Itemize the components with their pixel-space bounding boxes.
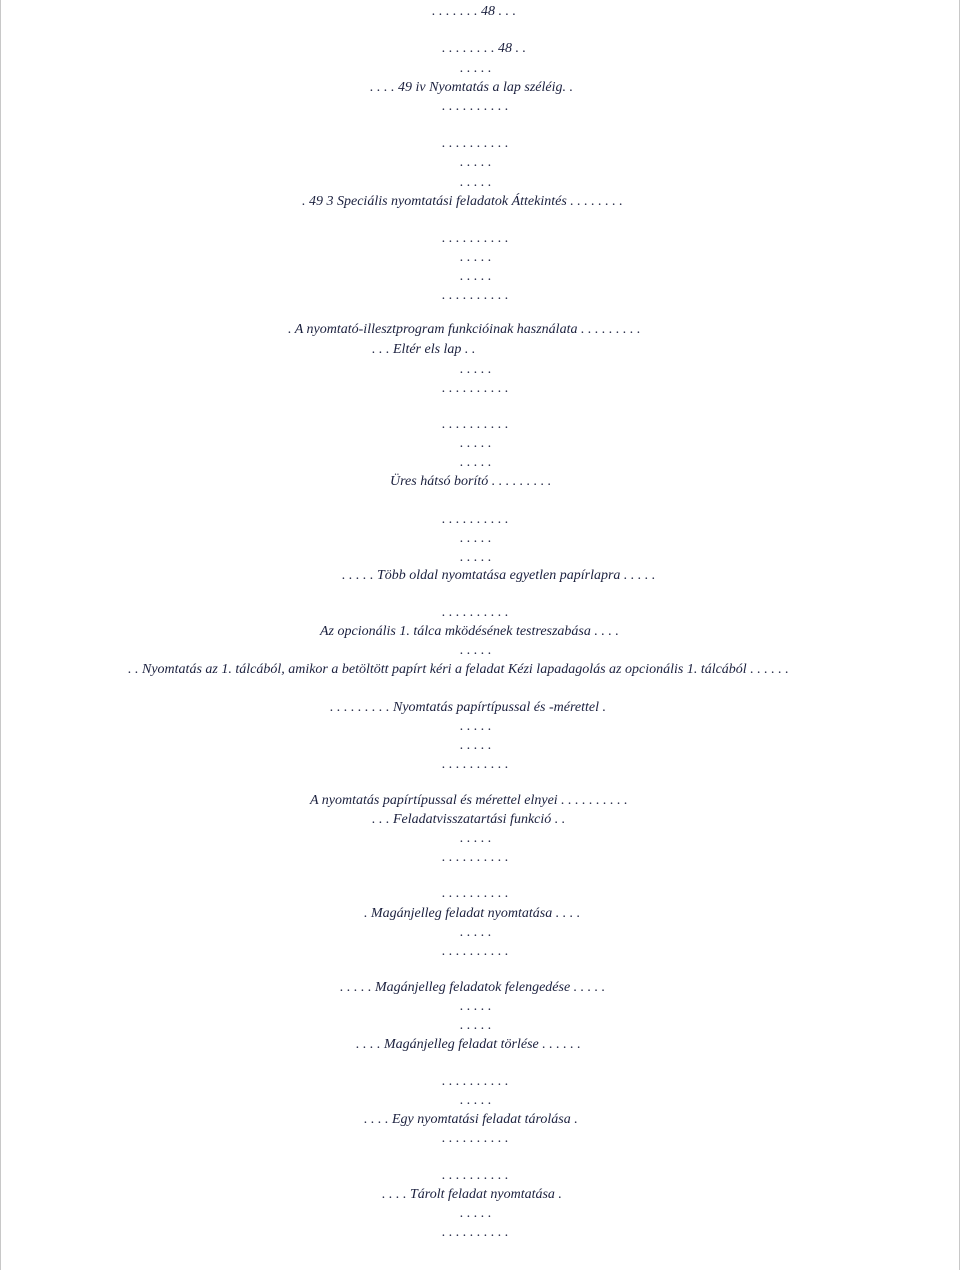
toc-line: . . . . . . . . . . (442, 1074, 509, 1089)
toc-line: . . . . . . . . . . (442, 605, 509, 620)
toc-line: . . Nyomtatás az 1. tálcából, amikor a betöltött papírt kéri a feladat Kézi lapadagolás az opcionális 1. tálcából . . . . . . (128, 662, 789, 677)
toc-line: . . . . . (460, 250, 492, 265)
toc-line: . . . . . (460, 362, 492, 377)
toc-line: . . . . . . . . . . (442, 757, 509, 772)
toc-line: . . . . . . . . . . (442, 850, 509, 865)
toc-line: . . . . . (460, 175, 492, 190)
toc-line: . . . . Magánjelleg feladat törlése . . . . . . (356, 1037, 581, 1052)
toc-line: . Magánjelleg feladat nyomtatása . . . . (364, 906, 581, 921)
toc-line: . . . . . (460, 831, 492, 846)
toc-line: . . . . . . . . . . (442, 231, 509, 246)
toc-line: . . . . . Több oldal nyomtatása egyetlen papírlapra . . . . . (342, 568, 656, 583)
toc-line: . . . . . . . . 48 . . (442, 41, 526, 56)
toc-line: . 49 3 Speciális nyomtatási feladatok Áttekintés . . . . . . . . (302, 194, 623, 209)
toc-line: Az opcionális 1. tálca mködésének testreszabása . . . . (320, 624, 619, 639)
toc-line: . . . . . . . . . . (442, 1225, 509, 1240)
toc-line: . . . . . (460, 550, 492, 565)
toc-line: . . . . . . . . . . (442, 1168, 509, 1183)
toc-line: . . . . . (460, 61, 492, 76)
toc-line: Üres hátsó borító . . . . . . . . . (390, 474, 552, 489)
toc-line: . . . . . (460, 1206, 492, 1221)
toc-line: . . . . . . . . . . (442, 288, 509, 303)
toc-line: . . . . . (460, 1018, 492, 1033)
toc-line: . . . . . (460, 455, 492, 470)
toc-line: . . . . . (460, 738, 492, 753)
toc-line: . . . . . . . . . . (442, 512, 509, 527)
toc-line: . . . . . (460, 999, 492, 1014)
toc-line: . . . . . (460, 436, 492, 451)
toc-line: . . . . . (460, 155, 492, 170)
toc-line: . . . . Tárolt feladat nyomtatása . (382, 1187, 562, 1202)
toc-line: . . . . . . . . . . (442, 99, 509, 114)
toc-line: . . . . . (460, 269, 492, 284)
toc-line: . . . . . Magánjelleg feladatok felengedése . . . . . (340, 980, 606, 995)
toc-line: A nyomtatás papírtípussal és mérettel elnyei . . . . . . . . . . (310, 793, 628, 808)
toc-line: . . . . . . . 48 . . . (432, 4, 516, 19)
toc-line: . . . Eltér els lap . . (372, 342, 476, 357)
toc-line: . A nyomtató-illesztprogram funkcióinak használata . . . . . . . . . (288, 322, 641, 337)
toc-line: . . . . . (460, 719, 492, 734)
toc-line: . . . . . (460, 531, 492, 546)
toc-line: . . . . Egy nyomtatási feladat tárolása . (364, 1112, 578, 1127)
toc-line: . . . . . (460, 925, 492, 940)
toc-line: . . . . . . . . . . (442, 136, 509, 151)
toc-line: . . . . . . . . . . (442, 381, 509, 396)
toc-line: . . . Feladatvisszatartási funkció . . (372, 812, 566, 827)
toc-line: . . . . . . . . . . (442, 944, 509, 959)
toc-line: . . . . . . . . . Nyomtatás papírtípussal és -mérettel . (330, 700, 606, 715)
toc-line: . . . . . . . . . . (442, 886, 509, 901)
toc-line: . . . . . (460, 643, 492, 658)
toc-line: . . . . . . . . . . (442, 1131, 509, 1146)
toc-line: . . . . . (460, 1093, 492, 1108)
toc-line: . . . . . . . . . . (442, 417, 509, 432)
toc-line: . . . . 49 iv Nyomtatás a lap széléig. . (370, 80, 573, 95)
